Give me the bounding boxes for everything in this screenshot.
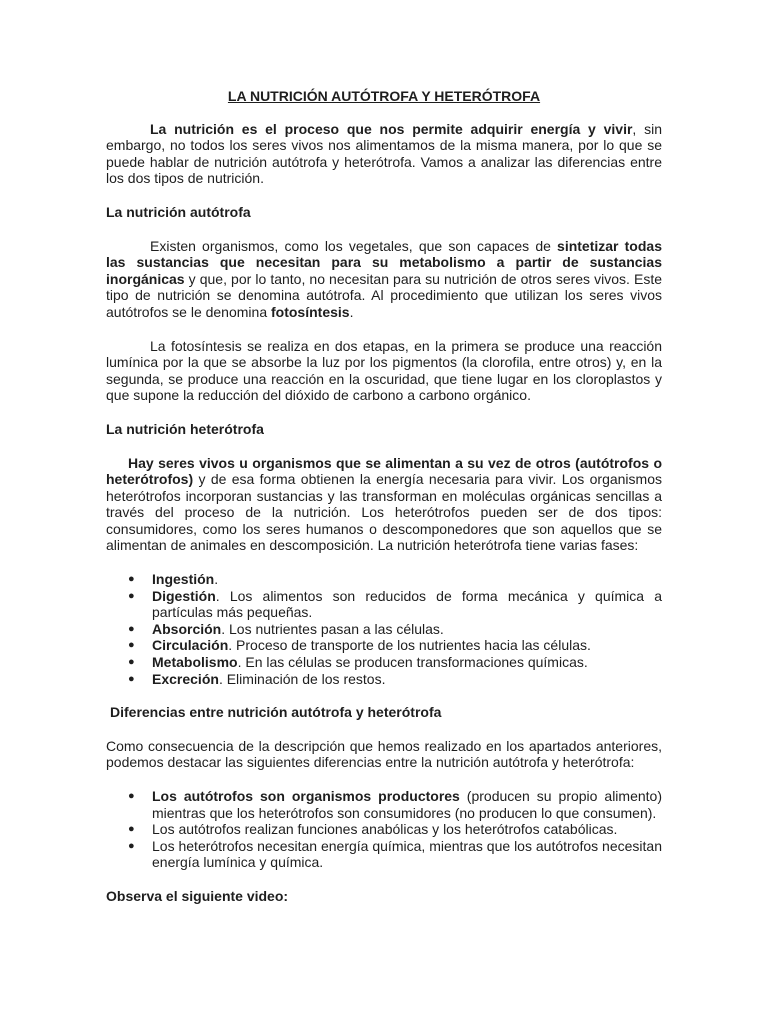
list-item (106, 588, 662, 621)
autotrofa-text-a: Existen organismos, como los vegetales, que son capaces de (150, 237, 558, 254)
phase-text: . Los alimentos son reducidos de forma mecánica y química a partículas más pequeñas. (152, 587, 662, 621)
bullet-icon: ● (128, 656, 135, 669)
phase-name: Metabolismo (152, 654, 238, 671)
difference-text: Los autótrofos realizan funciones anabólicas y los heterótrofos catabólicas. (152, 821, 618, 838)
intro-paragraph (106, 121, 662, 187)
phase-name: Ingestión (152, 571, 215, 588)
autotrofa-paragraph-1 (106, 238, 662, 321)
list-item (106, 821, 662, 838)
differences-list (106, 788, 662, 871)
bullet-icon: ● (128, 839, 135, 852)
phase-name: Excreción (152, 670, 219, 687)
bullet-icon: ● (128, 823, 135, 836)
phase-text: . Eliminación de los restos. (218, 670, 386, 687)
phase-name: Digestión (152, 587, 216, 604)
heading-diferencias: Diferencias entre nutrición autótrofa y heterótrofa (110, 704, 442, 721)
intro-text: , sin embargo, no todos los seres vivos nos alimentamos de la misma manera, por lo que se puede hablar de nutrición autótrofa y heterótrofa. Vamos a analizar las diferencias entre los dos tipos de nutrición. (106, 120, 662, 187)
autotrofa-text-b: y que, por lo tanto, no necesitan para su nutrición de otros seres vivos. Este tipo de nutrición se denomina autótrofa. Al procedimiento que utilizan los seres vivos autótrofos se le denomina (106, 270, 662, 320)
phase-text: . (214, 571, 219, 588)
heterotrofa-paragraph (106, 455, 662, 555)
phase-text: . Proceso de transporte de los nutrientes hacia las células. (228, 637, 591, 654)
autotrofa-bold-a: sintetizar todas las sustancias que necesitan para su metabolismo a partir de sustancias inorgánicas (106, 237, 662, 287)
list-item (106, 838, 662, 871)
heading-video: Observa el siguiente video: (106, 887, 289, 904)
bullet-icon: ● (128, 790, 135, 802)
list-item (106, 788, 662, 821)
heterotrofa-text: y de esa forma obtienen la energía necesaria para vivir. Los organismos heterótrofos incorporan sustancias y las transforman en moléculas orgánicas sencillas a través del proceso de la nutrición. Los heterótrofos pueden ser de dos tipos: consumidores, como los seres humanos o descomponedores que son aquellos que se alimentan de animales en descomposición. La nutrición heterótrofa tiene varias fases: (106, 471, 662, 554)
difference-text: Los heterótrofos necesitan energía química, mientras que los autótrofos necesitan energía lumínica y química. (152, 837, 662, 871)
difference-text: (producen su propio alimento) mientras que los heterótrofos son consumidores (no producen lo que consumen). (152, 788, 662, 821)
heterotrofa-bold: Hay seres vivos u organismos que se alimentan a su vez de otros (autótrofos o heterótrofos) (106, 454, 662, 488)
heading-autotrofa: La nutrición autótrofa (106, 203, 251, 220)
bullet-icon: ● (128, 589, 135, 602)
phase-text: . Los nutrientes pasan a las células. (221, 620, 444, 637)
list-item (106, 637, 662, 654)
phases-list (106, 571, 662, 687)
list-item (106, 621, 662, 638)
bullet-icon: ● (128, 573, 135, 586)
autotrofa-bold-b: fotosíntesis (271, 303, 350, 320)
autotrofa-text-c: . (349, 303, 354, 320)
list-item (106, 671, 662, 688)
intro-bold-text: La nutrición es el proceso que nos permite adquirir energía y vivir (150, 120, 633, 137)
bullet-icon: ● (128, 672, 135, 685)
list-item (106, 571, 662, 588)
phase-name: Circulación (152, 637, 229, 654)
bullet-icon: ● (128, 622, 135, 635)
diferencias-intro: Como consecuencia de la descripción que hemos realizado en los apartados anteriores, podemos destacar las siguientes diferencias entre la nutrición autótrofa y heterótrofa: (106, 737, 662, 771)
phase-text: . En las células se producen transformaciones químicas. (237, 654, 588, 671)
difference-bold: Los autótrofos son organismos productores (152, 788, 460, 804)
list-item (106, 654, 662, 671)
bullet-icon: ● (128, 639, 135, 652)
page-title: LA NUTRICIÓN AUTÓTROFA Y HETERÓTROFA (227, 88, 541, 104)
heading-heterotrofa: La nutrición heterótrofa (106, 420, 264, 437)
autotrofa-paragraph-2: La fotosíntesis se realiza en dos etapas, en la primera se produce una reacción lumínica por la que se absorbe la luz por los pigmentos (la clorofila, entre otros) y, en la segunda, se produce una reacción en la oscuridad, que tiene lugar en los cloroplastos y que supone la reducción del dióxido de carbono a carbono orgánico. (106, 337, 662, 404)
document-page (106, 88, 662, 922)
phase-name: Absorción (152, 620, 222, 637)
